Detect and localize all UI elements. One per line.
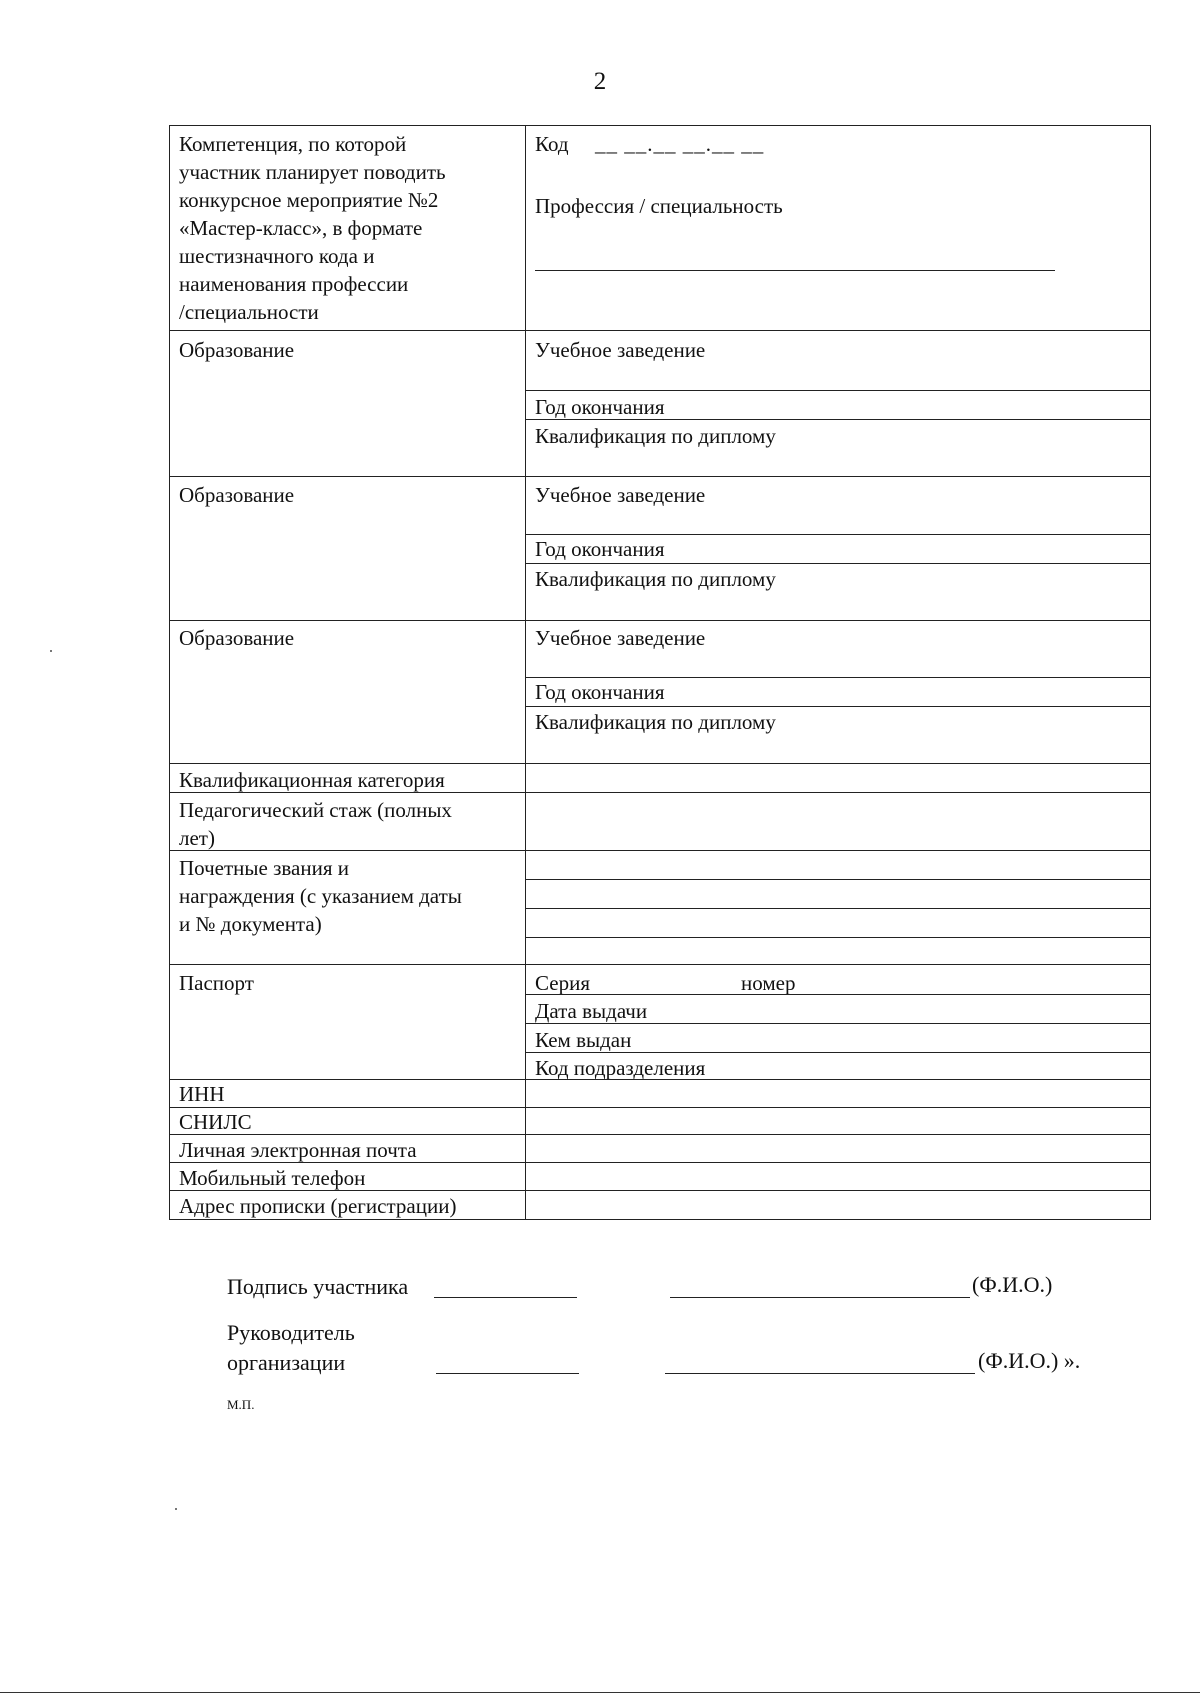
row-divider xyxy=(170,964,1150,965)
head-signature-line[interactable] xyxy=(436,1373,579,1374)
row-divider xyxy=(170,850,1150,851)
year-field-1[interactable] xyxy=(525,419,1150,420)
row-divider xyxy=(170,1190,1150,1191)
scan-speck xyxy=(175,1508,177,1510)
honors-field-3[interactable] xyxy=(525,937,1150,938)
year-field-2[interactable] xyxy=(525,563,1150,564)
bottom-rule xyxy=(0,1692,1200,1693)
passport-series-label: Серия xyxy=(535,971,590,995)
passport-issued-by-field[interactable] xyxy=(525,1052,1150,1053)
participant-signature-line[interactable] xyxy=(434,1297,577,1298)
qualification-category-label: Квалификационная категория xyxy=(179,768,445,792)
code-input-mask[interactable]: __ __.__ __.__ __ xyxy=(595,132,765,156)
row-divider xyxy=(170,1134,1150,1135)
year-label-1: Год окончания xyxy=(535,395,665,419)
row-divider xyxy=(170,476,1150,477)
scan-speck xyxy=(50,650,52,652)
page-number: 2 xyxy=(593,68,607,95)
teaching-experience-label: Педагогический стаж (полных лет) xyxy=(179,798,452,850)
year-label-3: Год окончания xyxy=(535,680,665,704)
passport-issued-by-label: Кем выдан xyxy=(535,1028,632,1052)
profession-field[interactable] xyxy=(535,270,1055,271)
passport-issue-date-field[interactable] xyxy=(525,1023,1150,1024)
passport-label: Паспорт xyxy=(179,971,254,995)
head-fio-label: (Ф.И.О.) ». xyxy=(978,1348,1081,1373)
row-divider xyxy=(170,1162,1150,1163)
participant-fio-label: (Ф.И.О.) xyxy=(972,1272,1053,1297)
head-fio-line[interactable] xyxy=(665,1373,975,1374)
competence-label: Компетенция, по которой участник планирует поводить конкурсное мероприятие №2 «Мастер-класс», в формате шестизначного кода и наименования профессии /специальности xyxy=(179,132,446,324)
honors-field-1[interactable] xyxy=(525,879,1150,880)
education-label-2: Образование xyxy=(179,483,295,507)
column-divider xyxy=(525,126,526,1219)
row-divider xyxy=(170,620,1150,621)
institution-label-3: Учебное заведение xyxy=(535,626,706,650)
passport-division-code-label: Код подразделения xyxy=(535,1056,706,1080)
passport-series-field[interactable] xyxy=(525,994,1150,995)
year-field-3[interactable] xyxy=(525,706,1150,707)
institution-label-1: Учебное заведение xyxy=(535,338,706,362)
code-label: Код xyxy=(535,132,569,156)
education-label-3: Образование xyxy=(179,626,295,650)
phone-label: Мобильный телефон xyxy=(179,1166,366,1190)
participant-fio-line[interactable] xyxy=(670,1297,970,1298)
qualification-label-2: Квалификация по диплому xyxy=(535,567,776,591)
row-divider xyxy=(170,763,1150,764)
education-label-1: Образование xyxy=(179,338,295,362)
institution-label-2: Учебное заведение xyxy=(535,483,706,507)
row-divider xyxy=(170,792,1150,793)
profession-label: Профессия / специальность xyxy=(535,194,783,218)
institution-field-1[interactable] xyxy=(525,390,1150,391)
head-signature-label: Руководитель организации xyxy=(227,1320,355,1375)
application-form-table xyxy=(169,125,1151,1220)
participant-signature-label: Подпись участника xyxy=(227,1274,409,1299)
email-label: Личная электронная почта xyxy=(179,1138,417,1162)
honors-field-2[interactable] xyxy=(525,908,1150,909)
address-label: Адрес прописки (регистрации) xyxy=(179,1194,457,1218)
stamp-placeholder: М.П. xyxy=(227,1397,255,1412)
passport-number-label: номер xyxy=(741,971,796,995)
honors-label: Почетные звания и награждения (с указанием даты и № документа) xyxy=(179,856,462,936)
snils-label: СНИЛС xyxy=(179,1110,252,1134)
inn-label: ИНН xyxy=(179,1082,225,1106)
row-divider xyxy=(170,330,1150,331)
passport-issue-date-label: Дата выдачи xyxy=(535,999,648,1023)
qualification-label-3: Квалификация по диплому xyxy=(535,710,776,734)
qualification-label-1: Квалификация по диплому xyxy=(535,424,776,448)
year-label-2: Год окончания xyxy=(535,537,665,561)
